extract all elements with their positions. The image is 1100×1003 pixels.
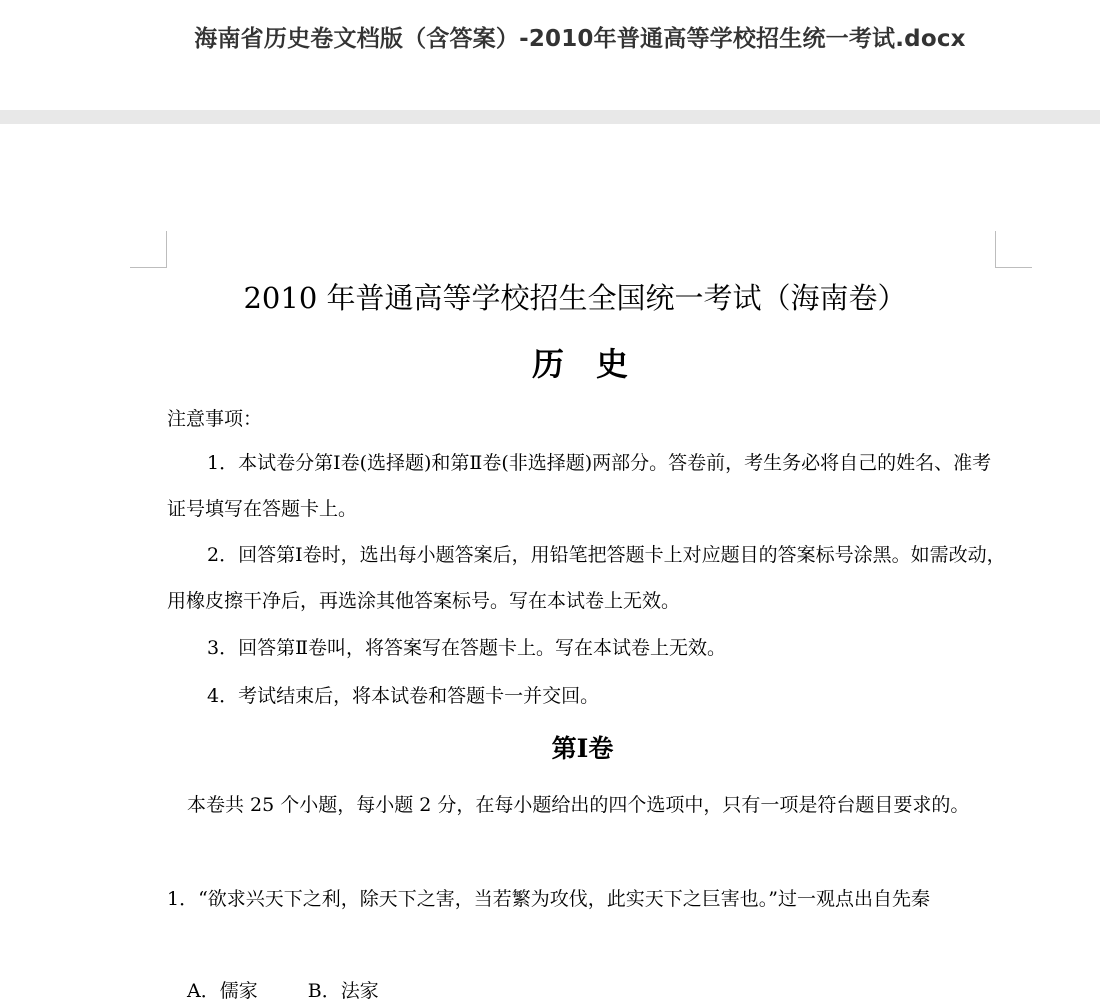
section-intro: 本卷共 25 个小题，每小题 2 分，在每小题给出的四个选项中，只有一项是符台题目要求的。 xyxy=(187,794,970,816)
document-page xyxy=(0,124,1100,1002)
document-subtitle: 历 史 xyxy=(531,345,628,383)
margin-corner-mark-left xyxy=(130,231,167,268)
document-title: 2010 年普通高等学校招生全国统一考试（海南卷） xyxy=(243,281,907,315)
notice-item-3: 3．回答第Ⅱ卷叫，将答案写在答题卡上。写在本试卷上无效。 xyxy=(207,637,727,659)
question-1: 1．“欲求兴天下之利，除天下之害，当若繁为攻伐，此实天下之巨害也。”过一观点出自先秦 xyxy=(167,888,931,910)
notice-heading: 注意事项： xyxy=(167,408,263,430)
notice-item-2: 2．回答第Ⅰ卷时，选出每小题答案后，用铅笔把答题卡上对应题目的答案标号涂黑。如需改动，用橡皮擦干净后，再选涂其他答案标号。写在本试卷上无效。 xyxy=(167,544,1006,612)
margin-corner-mark-right xyxy=(995,231,1032,268)
viewer-divider xyxy=(0,110,1100,124)
notice-item-4: 4．考试结束后，将本试卷和答题卡一并交回。 xyxy=(207,685,600,707)
file-header xyxy=(0,0,1100,110)
section-title: 第Ⅰ卷 xyxy=(551,734,614,763)
option-b: B．法家 xyxy=(307,980,379,1002)
option-a: A．儒家 xyxy=(187,980,258,1002)
file-title: 海南省历史卷文档版（含答案）-2010年普通高等学校招生统一考试.docx xyxy=(194,26,966,52)
notice-item-1: 1．本试卷分第Ⅰ卷(选择题)和第Ⅱ卷(非选择题)两部分。答卷前，考生务必将自己的姓名、准考证号填写在答题卡上。 xyxy=(167,452,992,520)
